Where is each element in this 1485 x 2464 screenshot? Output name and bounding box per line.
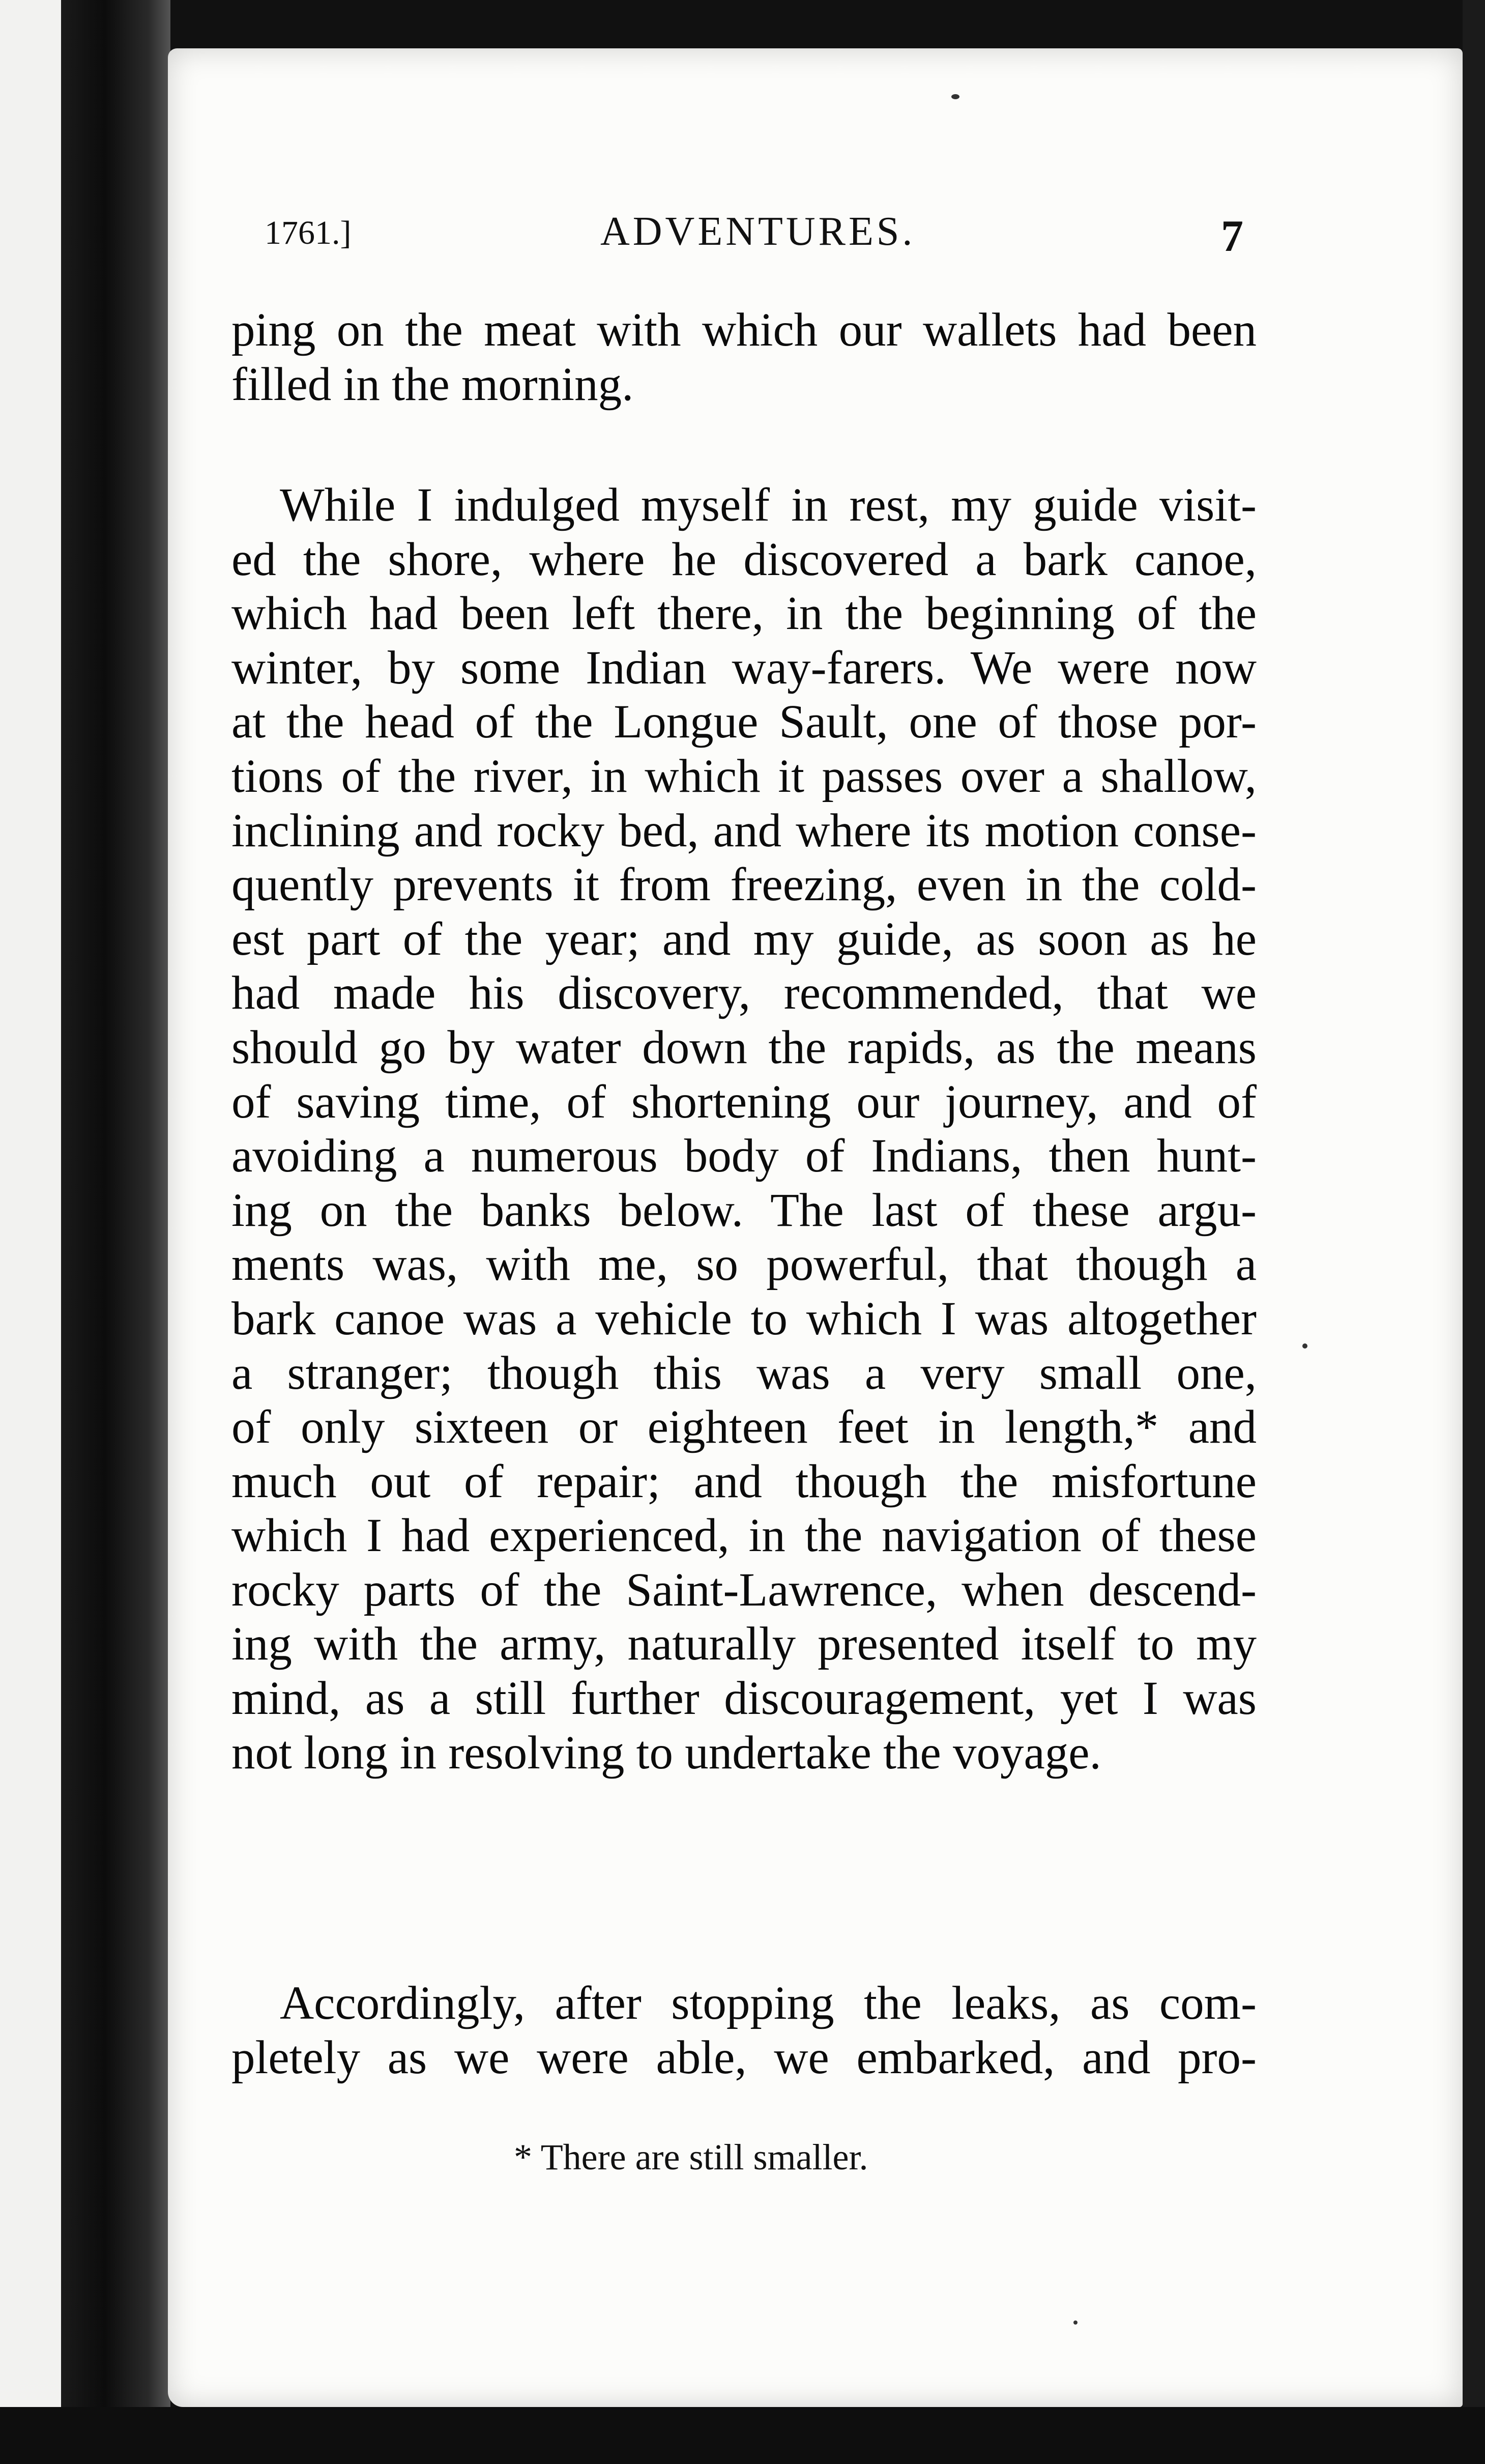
text-line: While I indulged myself in rest, my guide visit-: [280, 479, 1257, 531]
text-line: inclining and rocky bed, and where its motion conse-: [231, 804, 1257, 857]
running-header: [254, 204, 1272, 265]
text-line: mind, as a still further discouragement, yet I was: [231, 1672, 1257, 1725]
paragraph-3: [231, 1976, 1257, 2085]
text-line: ments was, with me, so powerful, that though a: [231, 1238, 1257, 1291]
adjacent-page-edge: [0, 0, 61, 2464]
page-number: 7: [1221, 212, 1243, 261]
text-line: quently prevents it from freezing, even in the cold-: [231, 858, 1257, 911]
text-line: at the head of the Longue Sault, one of those por-: [231, 696, 1257, 749]
paragraph-2: [231, 478, 1257, 1780]
text-line: tions of the river, in which it passes over a shallow,: [231, 750, 1257, 803]
text-line: rocky parts of the Saint-Lawrence, when descend-: [231, 1563, 1257, 1616]
text-line: which had been left there, in the beginning of the: [231, 587, 1257, 640]
text-line: Accordingly, after stopping the leaks, as com-: [280, 1977, 1257, 2029]
text-line: avoiding a numerous body of Indians, then hunt-: [231, 1130, 1257, 1183]
header-title: ADVENTURES.: [600, 209, 916, 254]
scan-speck: [1302, 1343, 1307, 1349]
scan-border-right: [1463, 0, 1485, 2464]
scan-speck: [951, 94, 959, 99]
scan-border-bottom: [0, 2407, 1485, 2464]
text-line: ed the shore, where he discovered a bark canoe,: [231, 533, 1257, 586]
text-line: est part of the year; and my guide, as soon as he: [231, 912, 1257, 965]
footnote: * There are still smaller.: [514, 2137, 868, 2178]
book-gutter: [61, 0, 170, 2464]
text-line: bark canoe was a vehicle to which I was altogether: [231, 1292, 1257, 1345]
text-line: ing with the army, naturally presented itself to my: [231, 1618, 1257, 1671]
text-line: which I had experienced, in the navigation of these: [231, 1509, 1257, 1562]
text-line: should go by water down the rapids, as the means: [231, 1021, 1257, 1074]
text-line: of only sixteen or eighteen feet in length,* and: [231, 1401, 1257, 1454]
text-line: pletely as we were able, we embarked, and pro-: [231, 2031, 1257, 2084]
text-line: winter, by some Indian way-farers. We were now: [231, 641, 1257, 694]
text-line: ping on the meat with which our wallets had been: [231, 304, 1257, 356]
header-year: 1761.]: [265, 214, 352, 251]
text-line: filled in the morning.: [231, 358, 634, 411]
text-line: of saving time, of shortening our journey, and of: [231, 1075, 1257, 1128]
text-line: had made his discovery, recommended, that we: [231, 967, 1257, 1020]
text-line: ing on the banks below. The last of these argu-: [231, 1184, 1257, 1237]
text-line: much out of repair; and though the misfortune: [231, 1455, 1257, 1508]
text-line: not long in resolving to undertake the voyage.: [231, 1726, 1101, 1779]
scan-speck: [1073, 2320, 1078, 2325]
text-line: a stranger; though this was a very small one,: [231, 1346, 1257, 1399]
paragraph-1: [231, 303, 1257, 412]
